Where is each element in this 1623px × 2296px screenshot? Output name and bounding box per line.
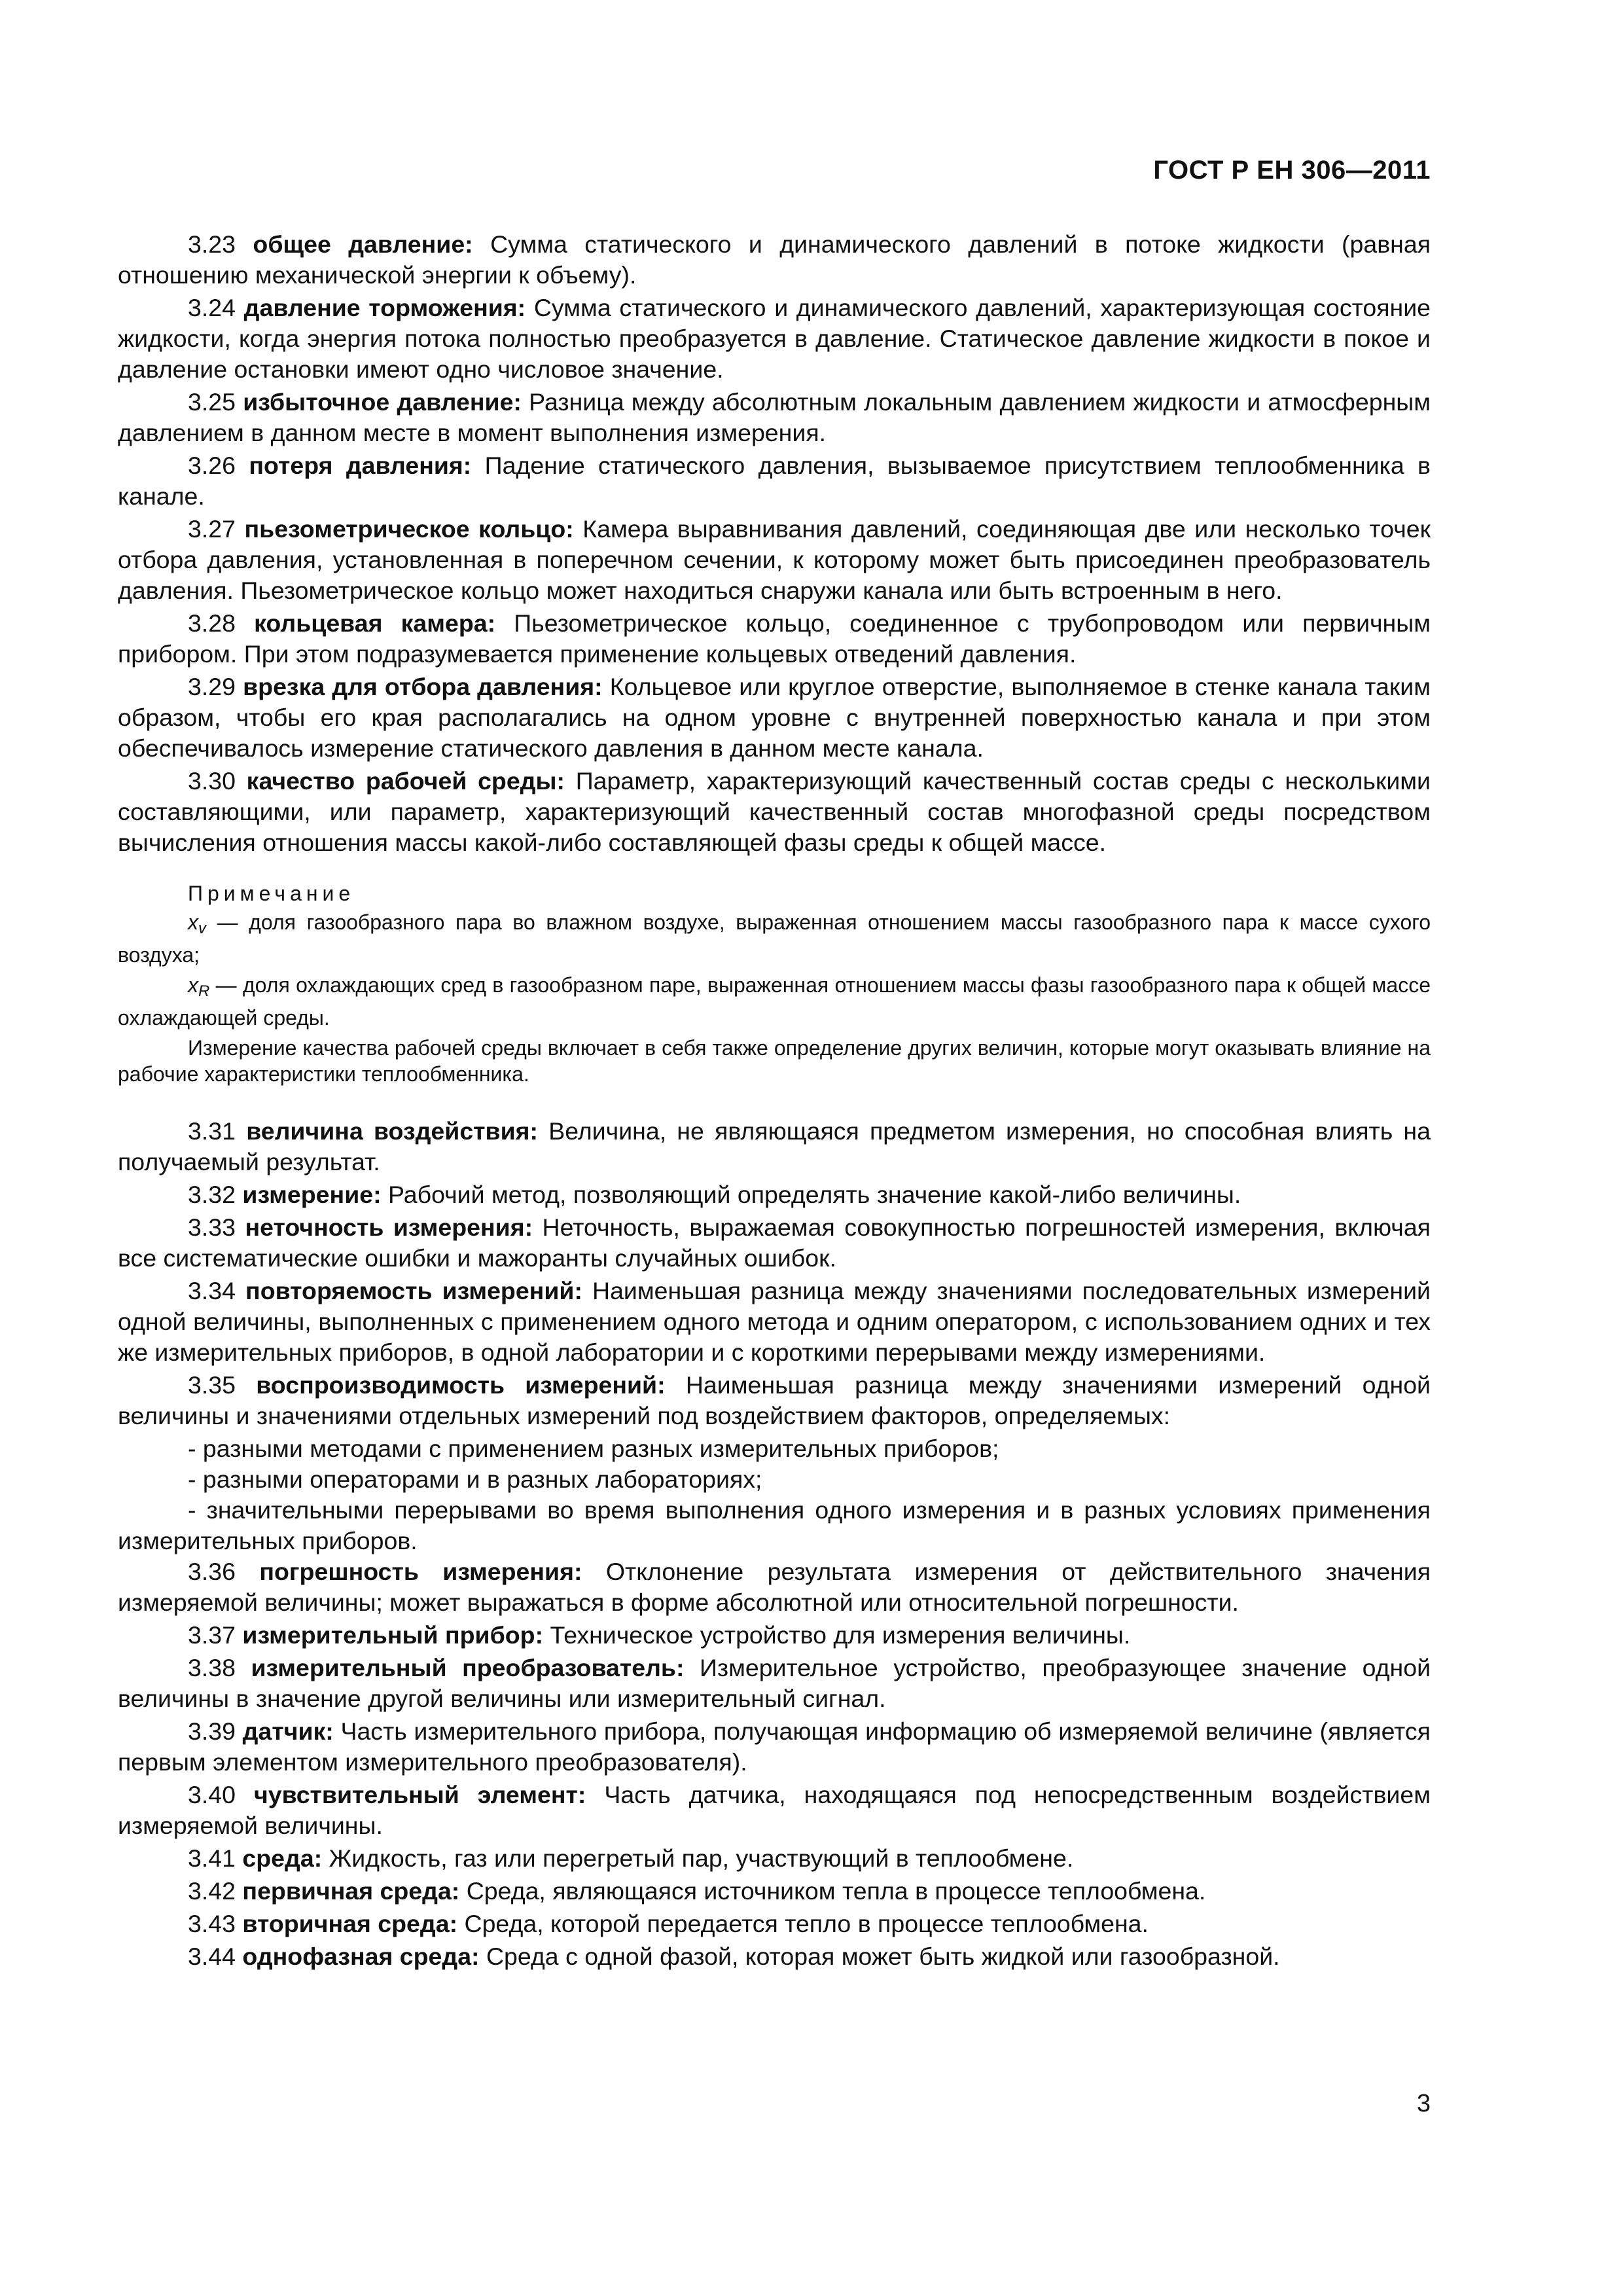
term-title: погрешность измерения: (259, 1558, 582, 1585)
term-entry (118, 293, 1431, 385)
term-title: однофазная среда: (242, 1943, 480, 1970)
term-number: 3.43 (188, 1910, 236, 1937)
term-number: 3.38 (188, 1654, 236, 1681)
page-number: 3 (1416, 2090, 1431, 2117)
term-entry (118, 766, 1431, 858)
term-title: среда: (242, 1844, 323, 1872)
term-definition: Падение статического давления, вызываемое присутствием теплообменника в канале. (118, 452, 1431, 510)
term-title: пьезометрическое кольцо: (244, 515, 574, 543)
term-number: 3.23 (188, 230, 236, 258)
term-definition: Часть измерительного прибора, получающая информацию об измеряемой величине (является первым элементом измерительного преобразователя). (118, 1717, 1431, 1776)
term-definition: Камера выравнивания давлений, соединяющая две или несколько точек отбора давления, установленная в поперечном сечении, к которому может быть присоединен преобразователь давления. Пьезометрическое кольцо может находиться снаружи канала или быть встроенным в него. (118, 515, 1431, 604)
term-entry (118, 387, 1431, 448)
term-number: 3.28 (188, 609, 236, 637)
term-number: 3.35 (188, 1371, 236, 1399)
term-entry (118, 1653, 1431, 1714)
term-entry (118, 450, 1431, 512)
term-entry (118, 1556, 1431, 1618)
term-title: врезка для отбора давления: (243, 673, 603, 700)
term-definition: Величина, не являющаяся предметом измерения, но способная влиять на получаемый результат. (118, 1117, 1431, 1175)
term-definition: Среда, которой передается тепло в процессе теплообмена. (464, 1910, 1149, 1937)
term-title: избыточное давление: (243, 388, 522, 416)
symbol-x-v: $x_v$ (188, 910, 206, 937)
term-definition: Среда, являющаяся источником тепла в процессе теплообмена. (466, 1877, 1206, 1905)
terms-section-a (118, 229, 1431, 858)
term-definition: Кольцевое или круглое отверстие, выполняемое в стенке канала таким образом, чтобы его края располагались на одном уровне с внутренней поверхностью канала и при этом обеспечивалось измерение статического давления в данном месте канала. (118, 673, 1431, 762)
term-entry (118, 1276, 1431, 1368)
term-entry (118, 1620, 1431, 1651)
term-definition: Жидкость, газ или перегретый пар, участвующий в теплообмене. (329, 1844, 1074, 1872)
term-number: 3.25 (188, 388, 236, 416)
term-definition: Измерительное устройство, преобразующее значение одной величины в значение другой величины или измерительный сигнал. (118, 1654, 1431, 1712)
term-title: датчик: (242, 1717, 334, 1745)
term-entry (118, 1843, 1431, 1874)
term-number: 3.40 (188, 1781, 236, 1808)
term-definition: Техническое устройство для измерения величины. (550, 1621, 1131, 1649)
term-number: 3.26 (188, 452, 236, 479)
term-number: 3.36 (188, 1558, 236, 1585)
terms-section-c (118, 1556, 1431, 1972)
term-number: 3.32 (188, 1181, 236, 1208)
term-entry (118, 1370, 1431, 1431)
term-definition: Отклонение результата измерения от действительного значения измеряемой величины; может выражаться в форме абсолютной или относительной погрешности. (118, 1558, 1431, 1616)
term-title: кольцевая камера: (254, 609, 496, 637)
term-entry (118, 1876, 1431, 1907)
term-title: потеря давления: (249, 452, 472, 479)
term-definition: Пьезометрическое кольцо, соединенное с трубопроводом или первичным прибором. При этом подразумевается применение кольцевых отведений давления. (118, 609, 1431, 668)
note-line-xv: $x_v$ — доля газообразного пара во влажном воздухе, выраженная отношением массы газообразного пара к массе сухого воздуха; (118, 910, 1431, 967)
note-heading: Примечание (188, 882, 355, 905)
term-definition: Неточность, выражаемая совокупностью погрешностей измерения, включая все систематические ошибки и мажоранты случайных ошибок. (118, 1213, 1431, 1272)
note-block (118, 880, 1431, 1087)
term-definition: Наименьшая разница между значениями последовательных измерений одной величины, выполненных с применением одного метода и одним оператором, с использованием одних и тех же измерительных приборов, в одной лаборатории и с короткими перерывами между измерениями. (118, 1277, 1431, 1366)
term-entry (118, 1716, 1431, 1778)
term-definition: Параметр, характеризующий качественный состав среды с несколькими составляющими, или параметр, характеризующий качественный состав многофазной среды посредством вычисления отношения массы какой-либо составляющей фазы среды к общей массе. (118, 767, 1431, 856)
list-item: - разными методами с применением разных измерительных приборов; (188, 1435, 999, 1462)
term-number: 3.29 (188, 673, 236, 700)
term-definition: Рабочий метод, позволяющий определять значение какой-либо величины. (388, 1181, 1241, 1208)
note-line-xr: $x_R$ — доля охлаждающих сред в газообразном паре, выраженная отношением массы фазы газообразного пара к общей массе охлаждающей среды. (118, 973, 1431, 1030)
term-title: величина воздействия: (246, 1117, 539, 1145)
terms-section-b (118, 1116, 1431, 1431)
note-line-quality: Измерение качества рабочей среды включает в себя также определение других величин, которые могут оказывать влияние на рабочие характеристики теплообменника. (118, 1036, 1431, 1086)
term-definition: Часть датчика, находящаяся под непосредственным воздействием измеряемой величины. (118, 1781, 1431, 1839)
term-title: измерительный преобразователь: (251, 1654, 685, 1681)
term-definition: Наименьшая разница между значениями измерений одной величины и значениями отдельных измерений под воздействием факторов, определяемых: (118, 1371, 1431, 1429)
term-entry (118, 1212, 1431, 1274)
term-entry (118, 1941, 1431, 1972)
term-title: качество рабочей среды: (246, 767, 565, 795)
term-number: 3.24 (188, 294, 236, 321)
term-title: измерение: (242, 1181, 382, 1208)
term-entry (118, 1909, 1431, 1939)
term-number: 3.27 (188, 515, 236, 543)
reproducibility-factor-list (118, 1433, 1431, 1556)
symbol-x-r: $x_R$ (188, 973, 210, 1000)
term-entry (118, 1780, 1431, 1841)
term-title: чувствительный элемент: (253, 1781, 586, 1808)
term-number: 3.37 (188, 1621, 236, 1649)
term-title: измерительный прибор: (242, 1621, 544, 1649)
term-number: 3.31 (188, 1117, 236, 1145)
document-body (118, 229, 1431, 1974)
list-item: - разными операторами и в разных лабораториях; (188, 1465, 762, 1493)
term-definition: Среда с одной фазой, которая может быть жидкой или газообразной. (486, 1943, 1280, 1970)
term-entry (118, 672, 1431, 764)
term-definition: Сумма статического и динамического давлений в потоке жидкости (равная отношению механической энергии к объему). (118, 230, 1431, 289)
term-entry (118, 608, 1431, 670)
term-number: 3.30 (188, 767, 236, 795)
term-entry (118, 229, 1431, 291)
term-entry (118, 1179, 1431, 1210)
term-title: давление торможения: (243, 294, 526, 321)
term-title: повторяемость измерений: (245, 1277, 582, 1304)
term-title: первичная среда: (242, 1877, 460, 1905)
term-title: общее давление: (253, 230, 473, 258)
term-number: 3.44 (188, 1943, 236, 1970)
term-number: 3.42 (188, 1877, 236, 1905)
term-title: вторичная среда: (242, 1910, 458, 1937)
term-number: 3.33 (188, 1213, 236, 1241)
list-item: - значительными перерывами во время выполнения одного измерения и в разных условиях применения измерительных приборов. (118, 1496, 1431, 1554)
term-number: 3.41 (188, 1844, 236, 1872)
term-title: неточность измерения: (245, 1213, 533, 1241)
term-entry (118, 1116, 1431, 1177)
term-number: 3.34 (188, 1277, 236, 1304)
term-number: 3.39 (188, 1717, 236, 1745)
term-definition: Разница между абсолютным локальным давлением жидкости и атмосферным давлением в данном месте в момент выполнения измерения. (118, 388, 1431, 446)
standard-header: ГОСТ Р ЕН 306—2011 (1153, 156, 1431, 185)
term-title: воспроизводимость измерений: (256, 1371, 666, 1399)
term-entry (118, 514, 1431, 606)
term-definition: Сумма статического и динамического давлений, характеризующая состояние жидкости, когда энергия потока полностью преобразуется в давление. Статическое давление жидкости в покое и давление остановки имеют одно числовое значение. (118, 294, 1431, 383)
